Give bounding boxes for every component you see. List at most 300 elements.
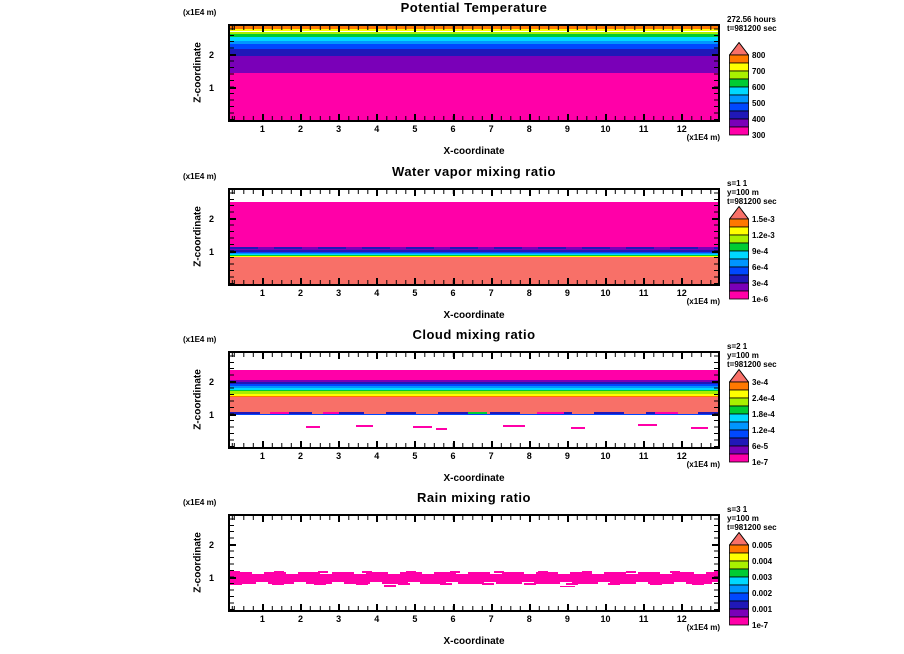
y-tick-label: 2 xyxy=(208,50,214,61)
x-major-tick xyxy=(414,604,416,610)
colorbar-above-max-triangle-icon xyxy=(730,370,749,383)
colorbar-band xyxy=(730,390,749,398)
x-tick-label: 12 xyxy=(676,124,687,134)
colorbar-label: 0.001 xyxy=(752,604,773,614)
x-major-tick xyxy=(643,278,645,284)
colorbar-band xyxy=(730,438,749,446)
colorbar-band xyxy=(730,283,749,291)
y-tick-label: 1 xyxy=(208,572,214,583)
x-major-tick xyxy=(338,190,340,196)
x-major-tick xyxy=(491,441,493,447)
y-minor-ticks-right xyxy=(714,26,718,120)
chart-title: Rain mixing ratio xyxy=(417,490,531,505)
x-tick-label: 9 xyxy=(564,288,570,298)
panel-cloud-mixing-ratio xyxy=(0,327,904,490)
y-unit-label: (x1E4 m) xyxy=(183,172,217,181)
colorbar-label: 0.002 xyxy=(752,588,773,598)
x-tick-label: 10 xyxy=(600,124,611,134)
x-tick-label: 3 xyxy=(336,288,342,298)
x-major-tick xyxy=(414,114,416,120)
x-major-tick xyxy=(262,26,264,32)
x-tick-label: 12 xyxy=(676,288,687,298)
x-major-tick xyxy=(681,190,683,196)
x-major-tick xyxy=(605,516,607,522)
x-tick-label: 1 xyxy=(259,614,265,624)
x-major-tick xyxy=(300,114,302,120)
y-tick-label: 1 xyxy=(208,409,214,420)
x-tick-label: 11 xyxy=(638,124,649,134)
colorbar-svg xyxy=(729,206,749,300)
colorbar-band xyxy=(730,553,749,561)
x-major-tick xyxy=(529,516,531,522)
colorbar-label: 6e-5 xyxy=(752,441,769,451)
colorbar-above-max-triangle-icon xyxy=(730,207,749,220)
colorbar xyxy=(729,206,749,300)
x-tick-label: 12 xyxy=(676,451,687,461)
x-tick-label: 7 xyxy=(488,614,494,624)
colorbar-band xyxy=(730,267,749,275)
x-major-tick xyxy=(681,278,683,284)
y-minor-ticks-left xyxy=(230,26,234,120)
x-tick-label: 5 xyxy=(412,288,418,298)
colorbar-band xyxy=(730,95,749,103)
contour-dash-segment xyxy=(436,428,447,430)
colorbar-band xyxy=(730,446,749,454)
x-major-tick xyxy=(453,278,455,284)
colorbar-band xyxy=(730,275,749,283)
contour-dash-segment xyxy=(571,427,584,429)
y-major-tick xyxy=(230,251,236,253)
y-minor-ticks-left xyxy=(230,190,234,284)
x-major-tick xyxy=(681,516,683,522)
x-major-tick xyxy=(262,604,264,610)
x-tick-label: 2 xyxy=(298,288,304,298)
x-major-tick xyxy=(414,353,416,359)
x-major-tick xyxy=(300,190,302,196)
y-major-tick xyxy=(712,544,718,546)
x-tick-label: 5 xyxy=(412,124,418,134)
x-tick-label: 9 xyxy=(564,451,570,461)
colorbar-band xyxy=(730,398,749,406)
colorbar-label: 700 xyxy=(752,66,766,76)
x-tick-label: 5 xyxy=(412,614,418,624)
colorbar-band xyxy=(730,569,749,577)
contour-dash-segment xyxy=(537,412,564,414)
x-major-tick xyxy=(567,516,569,522)
y-minor-ticks-left xyxy=(230,353,234,447)
colorbar-label: 300 xyxy=(752,130,766,140)
y-minor-ticks-right xyxy=(714,353,718,447)
x-tick-label: 10 xyxy=(600,451,611,461)
x-tick-label: 8 xyxy=(526,451,532,461)
x-tick-label: 2 xyxy=(298,124,304,134)
x-major-tick xyxy=(643,604,645,610)
x-major-tick xyxy=(453,516,455,522)
x-major-tick xyxy=(605,190,607,196)
legend-line: t=981200 sec xyxy=(727,360,777,369)
y-minor-ticks-right xyxy=(714,190,718,284)
x-major-tick xyxy=(681,114,683,120)
x-axis-label: X-coordinate xyxy=(443,310,505,321)
contour-dash-segment xyxy=(468,412,487,414)
colorbar-band xyxy=(730,63,749,71)
x-tick-label: 7 xyxy=(488,288,494,298)
x-major-tick xyxy=(262,190,264,196)
y-major-tick xyxy=(230,54,236,56)
x-major-tick xyxy=(300,604,302,610)
x-major-tick xyxy=(262,516,264,522)
x-major-tick xyxy=(567,441,569,447)
chart-title: Water vapor mixing ratio xyxy=(392,164,556,179)
legend-line: 272.56 hours xyxy=(727,15,776,24)
colorbar-above-max-triangle-icon xyxy=(730,533,749,546)
x-major-tick xyxy=(681,604,683,610)
chart-title: Potential Temperature xyxy=(400,0,548,15)
colorbar-band xyxy=(730,617,749,625)
x-major-tick xyxy=(529,604,531,610)
colorbar-band xyxy=(730,55,749,63)
x-major-tick xyxy=(414,278,416,284)
x-tick-label: 9 xyxy=(564,124,570,134)
x-tick-label: 1 xyxy=(259,124,265,134)
x-major-tick xyxy=(643,441,645,447)
y-unit-label: (x1E4 m) xyxy=(183,8,217,17)
x-axis-label: X-coordinate xyxy=(443,636,505,647)
x-tick-label: 10 xyxy=(600,614,611,624)
x-major-tick xyxy=(605,353,607,359)
colorbar-band xyxy=(730,79,749,87)
colorbar-label: 1.8e-4 xyxy=(752,409,775,419)
x-major-tick xyxy=(414,190,416,196)
colorbar-band xyxy=(730,243,749,251)
x-major-tick xyxy=(643,114,645,120)
y-axis-label: Z-coordinate xyxy=(192,532,204,593)
colorbar xyxy=(729,369,749,463)
y-axis-label: Z-coordinate xyxy=(192,369,204,430)
colorbar-band xyxy=(730,422,749,430)
x-major-tick xyxy=(529,190,531,196)
x-tick-label: 9 xyxy=(564,614,570,624)
x-major-tick xyxy=(681,353,683,359)
colorbar-label: 1e-7 xyxy=(752,457,769,467)
x-tick-label: 11 xyxy=(638,614,649,624)
x-major-tick xyxy=(376,190,378,196)
colorbar-label: 0.003 xyxy=(752,572,773,582)
legend-line: y=100 m xyxy=(727,514,759,523)
x-major-tick xyxy=(605,278,607,284)
x-major-tick xyxy=(681,26,683,32)
colorbar-label: 600 xyxy=(752,82,766,92)
x-unit-label: (x1E4 m) xyxy=(686,133,720,142)
x-major-tick xyxy=(491,516,493,522)
x-major-tick xyxy=(376,278,378,284)
x-major-tick xyxy=(453,114,455,120)
x-tick-label: 3 xyxy=(336,451,342,461)
x-major-tick xyxy=(300,441,302,447)
x-tick-label: 6 xyxy=(450,451,456,461)
x-tick-label: 1 xyxy=(259,288,265,298)
x-major-tick xyxy=(643,353,645,359)
plot-area xyxy=(228,514,720,612)
legend-line: t=981200 sec xyxy=(727,523,777,532)
y-major-tick xyxy=(712,251,718,253)
y-major-tick xyxy=(230,381,236,383)
y-major-tick xyxy=(230,577,236,579)
colorbar-band xyxy=(730,291,749,299)
x-tick-label: 7 xyxy=(488,124,494,134)
y-axis-label: Z-coordinate xyxy=(192,206,204,267)
x-tick-label: 4 xyxy=(374,451,380,461)
colorbar-label: 0.004 xyxy=(752,556,773,566)
x-tick-label: 11 xyxy=(638,288,649,298)
x-major-tick xyxy=(453,190,455,196)
legend-line: s=1 1 xyxy=(727,179,748,188)
x-major-tick xyxy=(491,353,493,359)
chart-title: Cloud mixing ratio xyxy=(412,327,536,342)
y-unit-label: (x1E4 m) xyxy=(183,335,217,344)
x-tick-label: 11 xyxy=(638,451,649,461)
x-major-tick xyxy=(338,604,340,610)
y-major-tick xyxy=(230,87,236,89)
x-major-tick xyxy=(453,353,455,359)
colorbar-band xyxy=(730,71,749,79)
colorbar-band xyxy=(730,235,749,243)
x-major-tick xyxy=(567,353,569,359)
y-major-tick xyxy=(712,87,718,89)
colorbar-label: 0.005 xyxy=(752,540,773,550)
x-unit-label: (x1E4 m) xyxy=(686,297,720,306)
x-tick-label: 8 xyxy=(526,124,532,134)
contour-stripe xyxy=(230,56,718,73)
x-major-tick xyxy=(338,114,340,120)
colorbar-band xyxy=(730,251,749,259)
contour-dash-segment xyxy=(560,586,575,588)
contour-dash-segment xyxy=(655,412,678,414)
y-major-tick xyxy=(230,544,236,546)
x-major-tick xyxy=(300,278,302,284)
colorbar xyxy=(729,532,749,626)
y-major-tick xyxy=(712,577,718,579)
x-tick-label: 7 xyxy=(488,451,494,461)
contour-stripe xyxy=(230,202,718,247)
colorbar-band xyxy=(730,111,749,119)
colorbar-band xyxy=(730,127,749,135)
contour-dash-segment xyxy=(323,412,338,414)
x-major-tick xyxy=(376,604,378,610)
x-major-tick xyxy=(376,441,378,447)
x-tick-label: 1 xyxy=(259,451,265,461)
x-major-tick xyxy=(567,190,569,196)
legend-line: t=981200 sec xyxy=(727,197,777,206)
colorbar-band xyxy=(730,585,749,593)
contour-dash-segment xyxy=(384,585,395,587)
y-minor-ticks-right xyxy=(714,516,718,610)
x-major-tick xyxy=(491,114,493,120)
x-unit-label: (x1E4 m) xyxy=(686,460,720,469)
y-major-tick xyxy=(230,218,236,220)
colorbar-label: 6e-4 xyxy=(752,262,769,272)
colorbar-band xyxy=(730,406,749,414)
colorbar-label: 800 xyxy=(752,50,766,60)
x-major-tick xyxy=(491,604,493,610)
x-major-tick xyxy=(567,26,569,32)
colorbar-band xyxy=(730,119,749,127)
x-major-tick xyxy=(643,516,645,522)
colorbar-label: 1e-6 xyxy=(752,294,769,304)
x-major-tick xyxy=(529,26,531,32)
x-tick-label: 3 xyxy=(336,614,342,624)
y-tick-label: 1 xyxy=(208,246,214,257)
plot-area xyxy=(228,351,720,449)
x-major-tick xyxy=(262,278,264,284)
y-tick-label: 1 xyxy=(208,82,214,93)
colorbar-band xyxy=(730,430,749,438)
x-major-tick xyxy=(338,516,340,522)
colorbar-label: 9e-4 xyxy=(752,246,769,256)
colorbar-label: 1.2e-3 xyxy=(752,230,775,240)
x-major-tick xyxy=(338,26,340,32)
colorbar xyxy=(729,42,749,136)
y-major-tick xyxy=(712,54,718,56)
colorbar-svg xyxy=(729,532,749,626)
y-unit-label: (x1E4 m) xyxy=(183,498,217,507)
x-tick-label: 5 xyxy=(412,451,418,461)
contour-dash-segment xyxy=(356,425,373,427)
colorbar-band xyxy=(730,609,749,617)
x-major-tick xyxy=(605,604,607,610)
plot-area xyxy=(228,24,720,122)
legend-line: s=3 1 xyxy=(727,505,748,514)
y-major-tick xyxy=(712,218,718,220)
x-major-tick xyxy=(376,26,378,32)
contour-dash-segment xyxy=(306,426,319,428)
x-major-tick xyxy=(605,114,607,120)
x-major-tick xyxy=(376,353,378,359)
x-major-tick xyxy=(567,114,569,120)
contour-stripe xyxy=(230,516,718,574)
x-major-tick xyxy=(529,353,531,359)
legend-line: s=2 1 xyxy=(727,342,748,351)
contour-dash-strip xyxy=(230,583,718,585)
colorbar-band xyxy=(730,87,749,95)
colorbar-band xyxy=(730,414,749,422)
x-major-tick xyxy=(453,604,455,610)
panel-water-vapor-mixing-ratio xyxy=(0,164,904,327)
x-major-tick xyxy=(643,26,645,32)
colorbar-label: 2.4e-4 xyxy=(752,393,775,403)
y-major-tick xyxy=(230,414,236,416)
colorbar-band xyxy=(730,561,749,569)
x-major-tick xyxy=(338,353,340,359)
x-major-tick xyxy=(376,516,378,522)
contour-dash-segment xyxy=(413,426,432,428)
colorbar-band xyxy=(730,454,749,462)
x-major-tick xyxy=(300,516,302,522)
x-tick-label: 4 xyxy=(374,614,380,624)
x-tick-label: 4 xyxy=(374,124,380,134)
x-major-tick xyxy=(491,278,493,284)
colorbar-label: 1.2e-4 xyxy=(752,425,775,435)
colorbar-band xyxy=(730,227,749,235)
panel-rain-mixing-ratio xyxy=(0,490,904,653)
plot-area xyxy=(228,188,720,286)
x-axis-label: X-coordinate xyxy=(443,473,505,484)
x-major-tick xyxy=(300,26,302,32)
x-major-tick xyxy=(529,278,531,284)
x-major-tick xyxy=(681,441,683,447)
colorbar-label: 1.5e-3 xyxy=(752,214,775,224)
colorbar-band xyxy=(730,382,749,390)
panel-potential-temperature xyxy=(0,0,904,163)
x-major-tick xyxy=(643,190,645,196)
x-tick-label: 2 xyxy=(298,614,304,624)
colorbar-band xyxy=(730,103,749,111)
x-tick-label: 12 xyxy=(676,614,687,624)
legend-line: y=100 m xyxy=(727,188,759,197)
x-major-tick xyxy=(529,114,531,120)
x-major-tick xyxy=(491,26,493,32)
x-major-tick xyxy=(453,441,455,447)
colorbar-above-max-triangle-icon xyxy=(730,43,749,56)
colorbar-band xyxy=(730,545,749,553)
legend-line: t=981200 sec xyxy=(727,24,777,33)
contour-dash-segment xyxy=(503,425,526,427)
colorbar-label: 1e-7 xyxy=(752,620,769,630)
contour-stripe xyxy=(230,73,718,120)
colorbar-svg xyxy=(729,42,749,136)
x-major-tick xyxy=(414,26,416,32)
y-tick-label: 2 xyxy=(208,540,214,551)
contour-dash-strip xyxy=(230,571,718,573)
colorbar-band xyxy=(730,219,749,227)
x-tick-label: 4 xyxy=(374,288,380,298)
contour-dash-strip xyxy=(230,250,718,252)
x-major-tick xyxy=(262,114,264,120)
y-major-tick xyxy=(712,381,718,383)
y-tick-label: 2 xyxy=(208,214,214,225)
contour-dash-strip xyxy=(230,247,718,249)
x-major-tick xyxy=(529,441,531,447)
contour-dash-segment xyxy=(270,412,289,414)
x-tick-label: 3 xyxy=(336,124,342,134)
contour-stripe xyxy=(230,49,718,56)
x-major-tick xyxy=(338,441,340,447)
x-major-tick xyxy=(376,114,378,120)
x-tick-label: 6 xyxy=(450,288,456,298)
colorbar-label: 500 xyxy=(752,98,766,108)
x-major-tick xyxy=(453,26,455,32)
colorbar-band xyxy=(730,577,749,585)
legend-line: y=100 m xyxy=(727,351,759,360)
x-tick-label: 6 xyxy=(450,614,456,624)
x-major-tick xyxy=(414,516,416,522)
contour-dash-segment xyxy=(638,424,657,426)
x-major-tick xyxy=(262,353,264,359)
x-tick-label: 8 xyxy=(526,288,532,298)
contour-stripe xyxy=(230,370,718,380)
x-major-tick xyxy=(567,604,569,610)
colorbar-svg xyxy=(729,369,749,463)
y-tick-label: 2 xyxy=(208,377,214,388)
colorbar-label: 3e-4 xyxy=(752,377,769,387)
x-major-tick xyxy=(414,441,416,447)
y-major-tick xyxy=(712,414,718,416)
x-major-tick xyxy=(605,441,607,447)
x-unit-label: (x1E4 m) xyxy=(686,623,720,632)
x-major-tick xyxy=(605,26,607,32)
x-tick-label: 6 xyxy=(450,124,456,134)
x-tick-label: 2 xyxy=(298,451,304,461)
